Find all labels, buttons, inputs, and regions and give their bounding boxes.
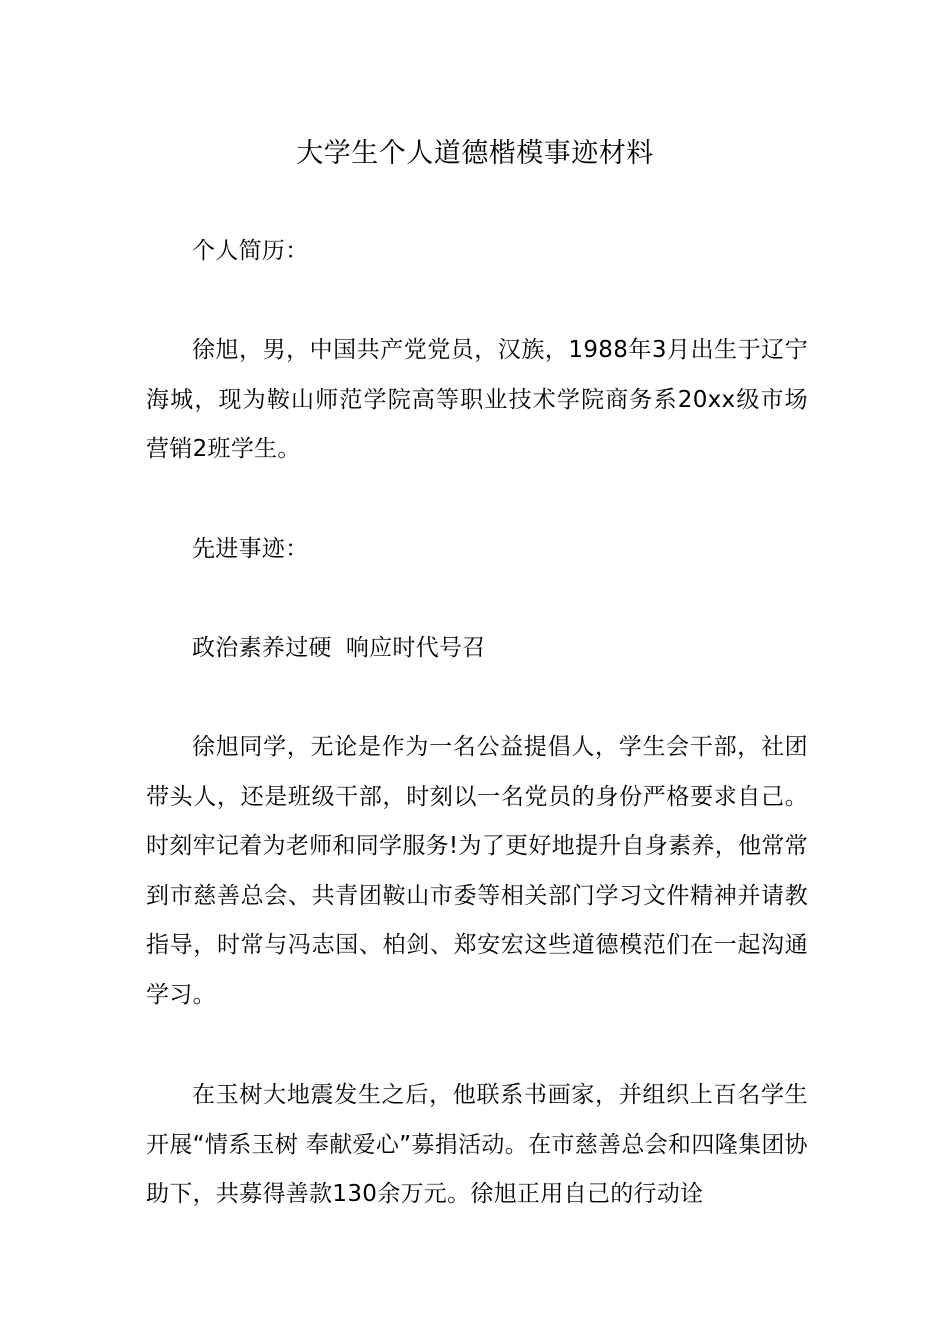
deeds-heading: 先进事迹： bbox=[192, 536, 309, 562]
deeds-paragraph-2: 在玉树大地震发生之后，他联系书画家，并组织上百名学生开展“情系玉树 奉献爱心”募捐活动。在市慈善总会和四隆集团协助下，共募得善款130余万元。徐旭正用自己的行动诠 bbox=[146, 1082, 808, 1207]
section-title-part2: 响应时代号召 bbox=[345, 635, 486, 661]
deeds-paragraph-1: 徐旭同学，无论是作为一名公益提倡人，学生会干部，社团带头人，还是班级干部，时刻以一名党员的身份严格要求自己。时刻牢记着为老师和同学服务!为了更好地提升自身素养，他常常到市慈善总会、共青团鞍山市委等相关部门学习文件精神并请教指导，时常与冯志国、柏剑、郑安宏这些道德模范们在一起沟通学习。 bbox=[146, 734, 808, 1008]
section-title bbox=[146, 624, 808, 674]
document-title: 大学生个人道德楷模事迹材料 bbox=[296, 138, 654, 169]
section-title-part1: 政治素养过硬 bbox=[192, 635, 332, 661]
resume-paragraph: 徐旭，男，中国共产党党员，汉族，1988年3月出生于辽宁海城，现为鞍山师范学院高等职业技术学院商务系20xx级市场营销2班学生。 bbox=[146, 337, 808, 462]
resume-heading: 个人简历： bbox=[192, 238, 309, 264]
